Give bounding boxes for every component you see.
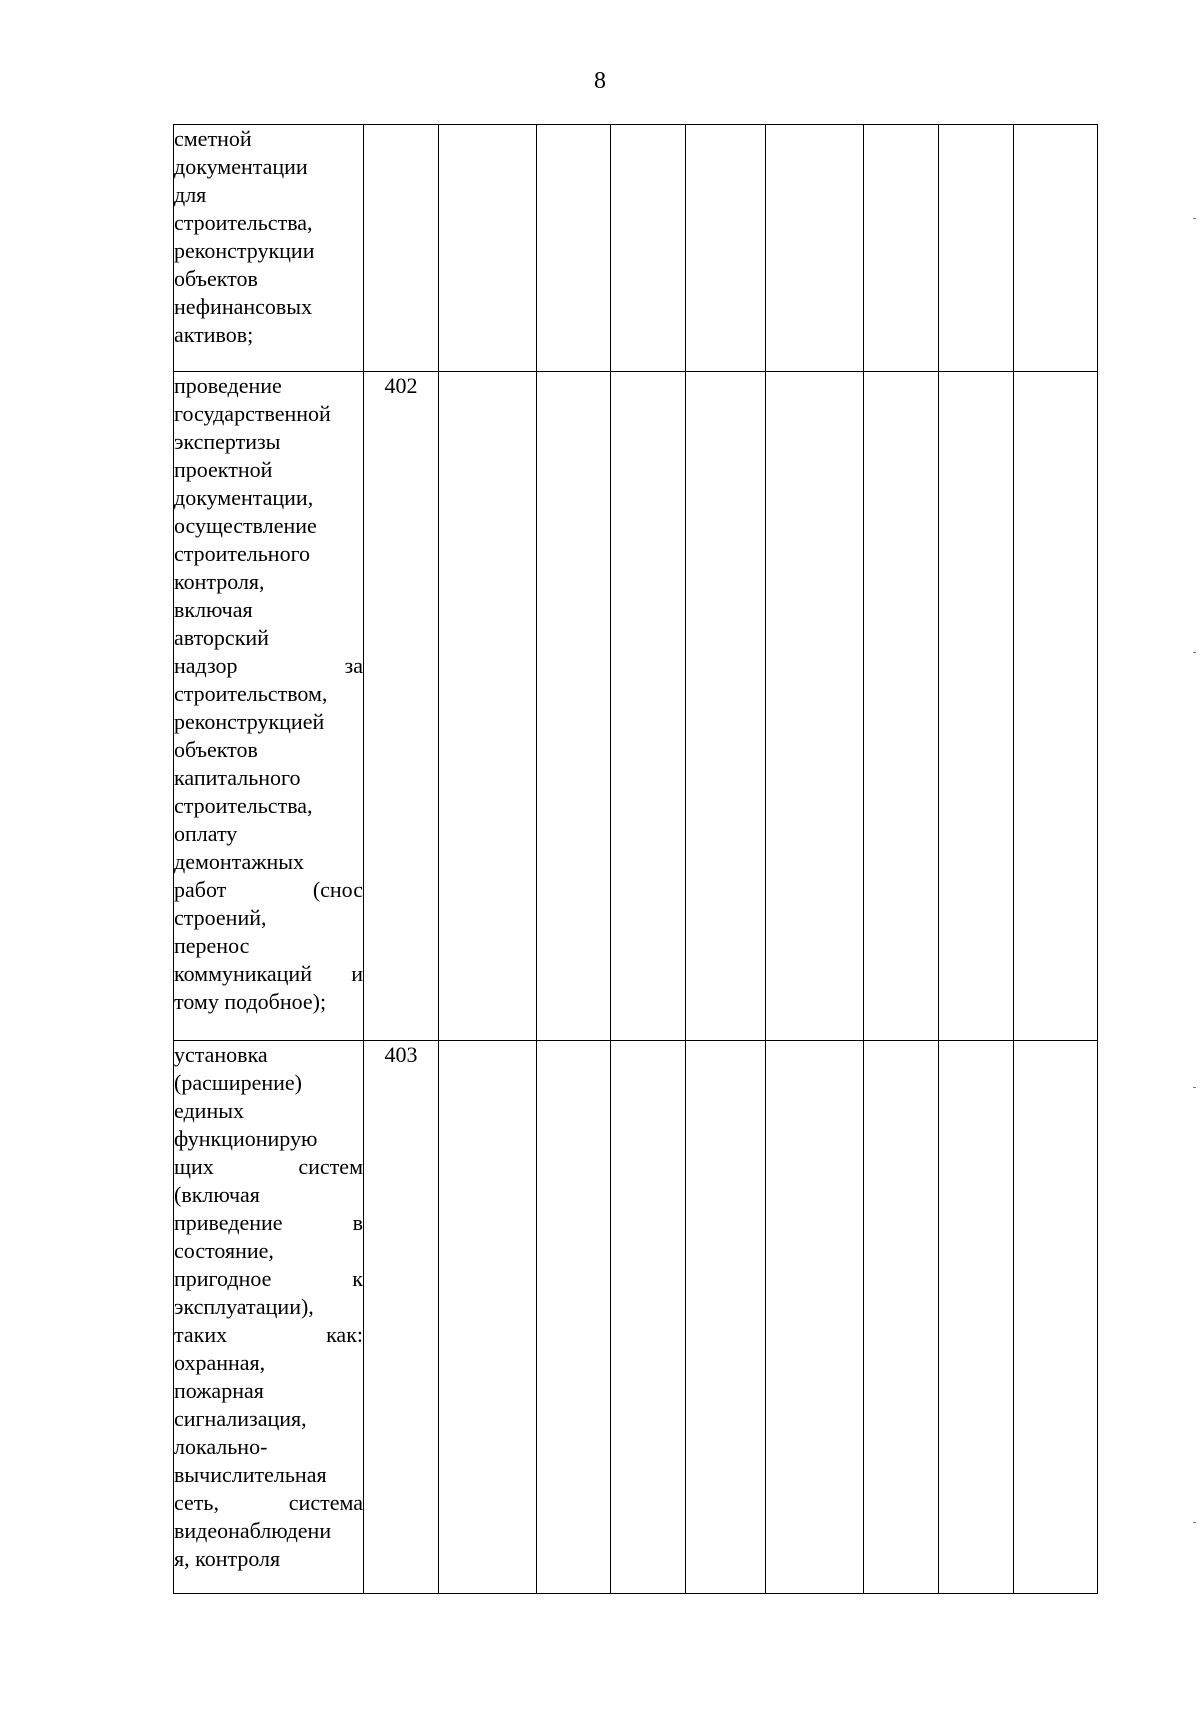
empty-cell <box>864 125 939 372</box>
empty-cell <box>1014 1041 1098 1594</box>
description-line: тому подобное); <box>174 989 327 1014</box>
description-line: экспертизы <box>174 429 281 454</box>
description-line: строительного <box>174 541 311 566</box>
empty-cell <box>611 372 686 1041</box>
description-line: охранная, <box>174 1350 266 1375</box>
empty-cell <box>686 125 766 372</box>
empty-cell <box>864 1041 939 1594</box>
empty-cell <box>537 1041 611 1594</box>
page-number: 8 <box>594 68 606 94</box>
empty-cell <box>766 372 864 1041</box>
description-line: я, контроля <box>174 1546 281 1571</box>
table-row <box>174 1041 1098 1594</box>
description-line: пригодное к <box>174 1266 363 1291</box>
description-line: (расширение) <box>174 1070 302 1095</box>
description-line: документации, <box>174 485 314 510</box>
empty-cell <box>686 372 766 1041</box>
description-line: нефинансовых <box>174 294 313 319</box>
description-line: функционирую <box>174 1126 318 1151</box>
description-line: работ (снос <box>174 877 363 902</box>
empty-cell <box>766 1041 864 1594</box>
empty-cell <box>939 125 1014 372</box>
description-line: демонтажных <box>174 849 305 874</box>
description-line: проведение <box>174 373 282 398</box>
description-line: строительством, <box>174 681 328 706</box>
description-line: документации <box>174 154 308 179</box>
description-line: (включая <box>174 1182 260 1207</box>
empty-cell <box>766 125 864 372</box>
empty-cell <box>939 372 1014 1041</box>
table-row <box>174 372 1098 1041</box>
empty-cell <box>439 1041 537 1594</box>
scan-speck <box>1193 218 1196 219</box>
description-line: активов; <box>174 322 254 347</box>
description-line: перенос <box>174 933 250 958</box>
description-line: оплату <box>174 821 238 846</box>
description-line: сигнализация, <box>174 1406 307 1431</box>
row-code: 403 <box>364 1041 439 1594</box>
description-line: эксплуатации), <box>174 1294 314 1319</box>
description-line: реконструкции <box>174 238 315 263</box>
description-line: надзор за <box>174 653 363 678</box>
description-line: коммуникаций и <box>174 961 363 986</box>
description-line: осуществление <box>174 513 317 538</box>
description-line: сметной <box>174 126 252 151</box>
description-line: государственной <box>174 401 331 426</box>
description-line: объектов <box>174 266 258 291</box>
empty-cell <box>939 1041 1014 1594</box>
description-line: строений, <box>174 905 267 930</box>
description-line: для <box>174 182 207 207</box>
scan-speck <box>1193 652 1196 653</box>
empty-cell <box>537 125 611 372</box>
empty-cell <box>439 125 537 372</box>
budget-table <box>173 124 1098 1594</box>
description-line: сеть, система <box>174 1490 363 1515</box>
description-line: установка <box>174 1042 268 1067</box>
scan-speck <box>1193 1522 1196 1523</box>
description-line: локально- <box>174 1434 268 1459</box>
empty-cell <box>686 1041 766 1594</box>
description-line: капитального <box>174 765 301 790</box>
description-line: единых <box>174 1098 244 1123</box>
description-line: приведение в <box>174 1210 363 1235</box>
description-line: состояние, <box>174 1238 274 1263</box>
description-line: пожарная <box>174 1378 264 1403</box>
description-line: авторский <box>174 625 269 650</box>
description-line: проектной <box>174 457 273 482</box>
description-line: реконструкцией <box>174 709 325 734</box>
empty-cell <box>611 125 686 372</box>
table-row <box>174 125 1098 372</box>
empty-cell <box>1014 372 1098 1041</box>
description-line: таких как: <box>174 1322 363 1347</box>
row-description <box>174 1041 364 1594</box>
description-line: вычислительная <box>174 1462 327 1487</box>
scan-speck <box>1193 1087 1196 1088</box>
description-line: строительства, <box>174 793 313 818</box>
row-code <box>364 125 439 372</box>
description-line: включая <box>174 597 253 622</box>
empty-cell <box>864 372 939 1041</box>
empty-cell <box>439 372 537 1041</box>
description-line: объектов <box>174 737 258 762</box>
empty-cell <box>1014 125 1098 372</box>
row-description <box>174 125 364 372</box>
description-line: строительства, <box>174 210 313 235</box>
row-description <box>174 372 364 1041</box>
empty-cell <box>611 1041 686 1594</box>
empty-cell <box>537 372 611 1041</box>
description-line: щих систем <box>174 1154 363 1179</box>
row-code: 402 <box>364 372 439 1041</box>
description-line: контроля, <box>174 569 265 594</box>
description-line: видеонаблюдени <box>174 1518 332 1543</box>
